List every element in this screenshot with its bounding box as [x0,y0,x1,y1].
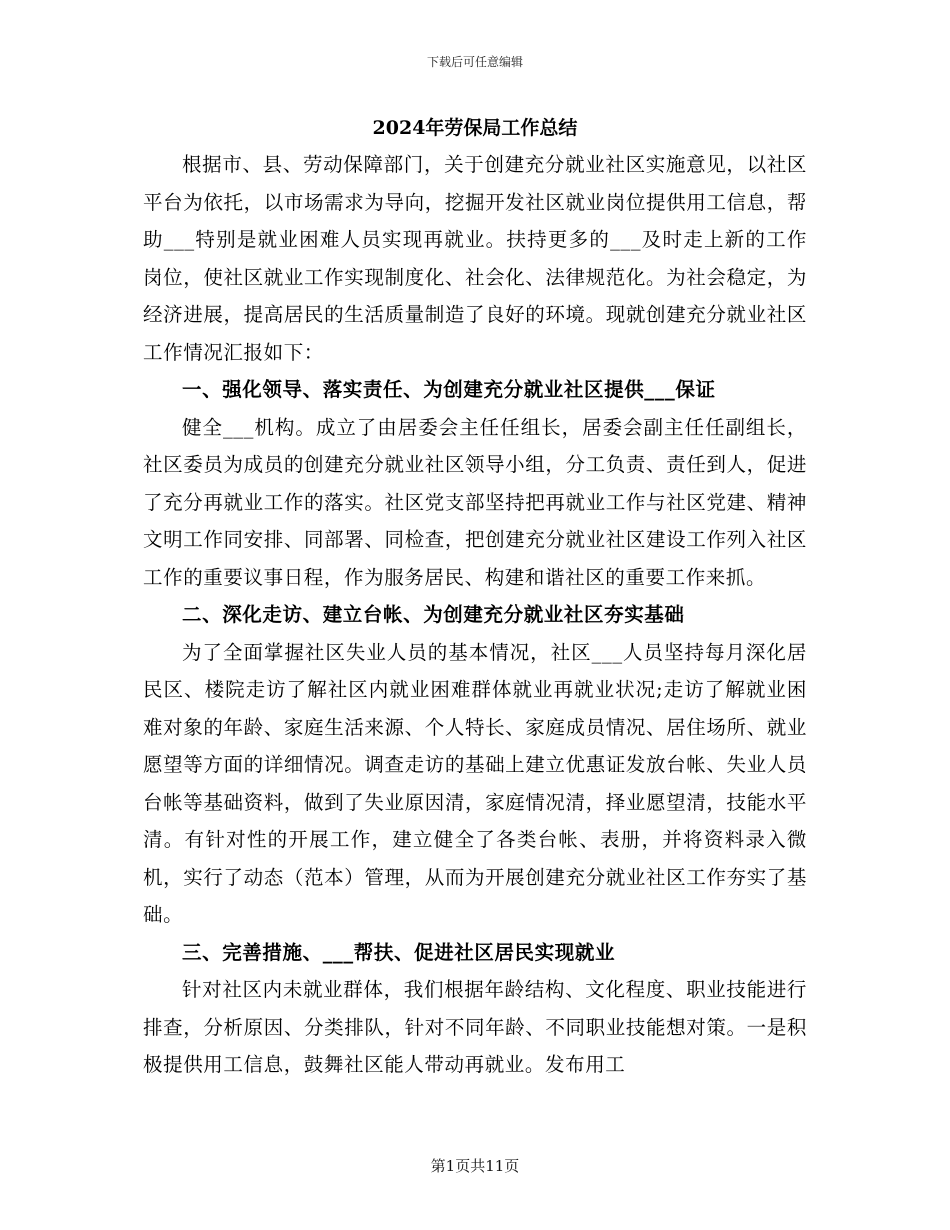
paragraph-section-2: 为了全面掌握社区失业人员的基本情况，社区___人员坚持每月深化居民区、楼院走访了解社区内就业困难群体就业再就业状况;走访了解就业困难对象的年龄、家庭生活来源、个人特长、家庭成员情况、居住场所、就业愿望等方面的详细情况。调查走访的基础上建立优惠证发放台帐、失业人员台帐等基础资料，做到了失业原因清，家庭情况清，择业愿望清，技能水平清。有针对性的开展工作，建立健全了各类台帐、表册，并将资料录入微机，实行了动态（范本）管理，从而为开展创建充分就业社区工作夯实了基础。 [143,640,807,926]
paragraph-section-3: 针对社区内未就业群体，我们根据年龄结构、文化程度、职业技能进行排查，分析原因、分类排队，针对不同年龄、不同职业技能想对策。一是积极提供用工信息，鼓舞社区能人带动再就业。发布用工 [143,978,807,1076]
document-title: 2024年劳保局工作总结 [372,117,578,139]
section-heading-2: 二、深化走访、建立台帐、为创建充分就业社区夯实基础 [182,603,685,626]
section-heading-3: 三、完善措施、___帮扶、促进社区居民实现就业 [182,940,616,964]
paragraph-intro: 根据市、县、劳动保障部门，关于创建充分就业社区实施意见，以社区平台为依托，以市场需求为导向，挖掘开发社区就业岗位提供用工信息，帮助___特别是就业困难人员实现再就业。扶持更多的___及时走上新的工作岗位，使社区就业工作实现制度化、社会化、法律规范化。为社会稳定，为经济进展，提高居民的生活质量制造了良好的环境。现就创建充分就业社区工作情况汇报如下： [143,153,807,364]
page-number: 第1页共11页 [430,1157,520,1175]
paragraph-section-1: 健全___机构。成立了由居委会主任任组长，居委会副主任任副组长，社区委员为成员的创建充分就业社区领导小组，分工负责、责任到人，促进了充分再就业工作的落实。社区党支部坚持把再就业工作与社区党建、精神文明工作同安排、同部署、同检查，把创建充分就业社区建设工作列入社区工作的重要议事日程，作为服务居民、构建和谐社区的重要工作来抓。 [143,415,807,589]
document-body [143,146,807,1084]
page-header-note: 下载后可任意编辑 [426,55,523,69]
section-heading-1: 一、强化领导、落实责任、为创建充分就业社区提供___保证 [182,378,716,401]
